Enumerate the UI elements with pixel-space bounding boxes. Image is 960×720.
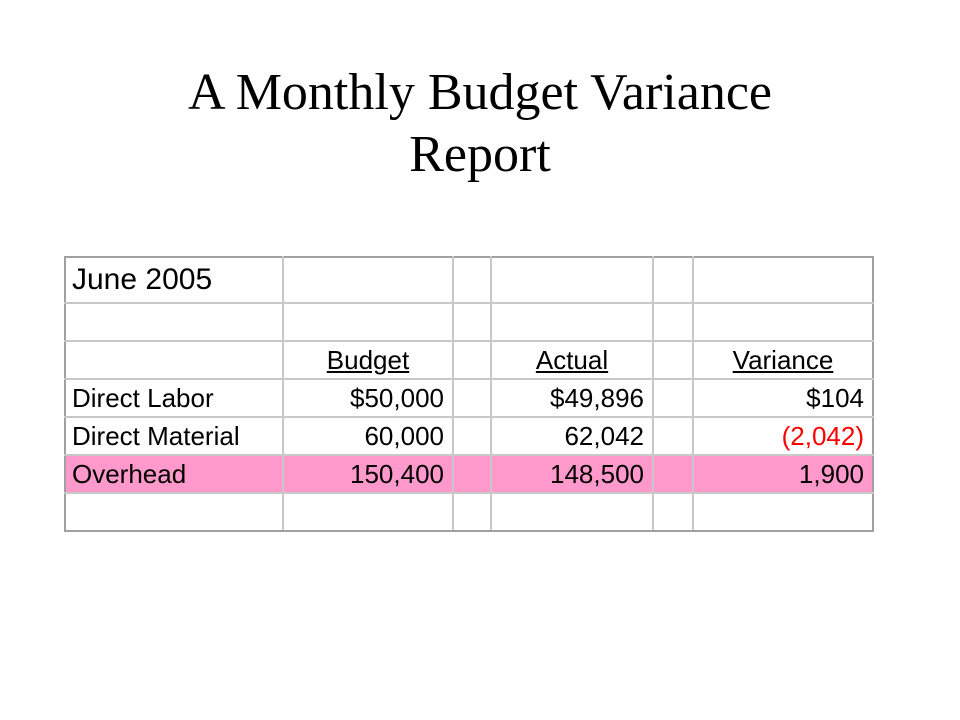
budget-value[interactable]: 60,000 bbox=[283, 417, 453, 455]
row-label[interactable]: Direct Labor bbox=[65, 379, 283, 417]
actual-value[interactable]: 148,500 bbox=[491, 455, 653, 493]
table-row-overhead bbox=[65, 455, 873, 493]
empty-cell[interactable] bbox=[453, 303, 491, 341]
period-cell[interactable]: June 2005 bbox=[65, 257, 283, 303]
actual-header-cell[interactable] bbox=[491, 341, 653, 379]
slide-title bbox=[0, 62, 960, 186]
empty-cell[interactable] bbox=[283, 257, 453, 303]
budget-value[interactable]: 150,400 bbox=[283, 455, 453, 493]
empty-cell[interactable] bbox=[693, 493, 873, 531]
empty-cell[interactable] bbox=[693, 303, 873, 341]
actual-value[interactable]: 62,042 bbox=[491, 417, 653, 455]
empty-cell[interactable] bbox=[653, 493, 693, 531]
budget-header-cell[interactable] bbox=[283, 341, 453, 379]
variance-table bbox=[64, 256, 874, 532]
row-label[interactable]: Direct Material bbox=[65, 417, 283, 455]
table-header-row bbox=[65, 341, 873, 379]
empty-cell[interactable] bbox=[65, 341, 283, 379]
empty-cell[interactable] bbox=[453, 379, 491, 417]
empty-cell[interactable] bbox=[453, 455, 491, 493]
empty-cell[interactable] bbox=[491, 257, 653, 303]
variance-header: Variance bbox=[732, 344, 834, 375]
row-label[interactable]: Overhead bbox=[65, 455, 283, 493]
empty-cell[interactable] bbox=[693, 257, 873, 303]
empty-cell[interactable] bbox=[283, 303, 453, 341]
empty-cell[interactable] bbox=[65, 303, 283, 341]
empty-cell[interactable] bbox=[453, 257, 491, 303]
empty-cell[interactable] bbox=[453, 341, 491, 379]
actual-value[interactable]: $49,896 bbox=[491, 379, 653, 417]
empty-cell[interactable] bbox=[653, 341, 693, 379]
empty-cell[interactable] bbox=[65, 493, 283, 531]
empty-cell[interactable] bbox=[283, 493, 453, 531]
actual-header: Actual bbox=[535, 344, 609, 375]
budget-header: Budget bbox=[326, 344, 410, 375]
table-row-direct-material bbox=[65, 417, 873, 455]
variance-header-cell[interactable] bbox=[693, 341, 873, 379]
variance-value-negative[interactable]: (2,042) bbox=[693, 417, 873, 455]
table-row-blank bbox=[65, 493, 873, 531]
variance-value[interactable]: 1,900 bbox=[693, 455, 873, 493]
table-row-blank bbox=[65, 303, 873, 341]
empty-cell[interactable] bbox=[453, 417, 491, 455]
empty-cell[interactable] bbox=[491, 493, 653, 531]
empty-cell[interactable] bbox=[653, 455, 693, 493]
empty-cell[interactable] bbox=[653, 257, 693, 303]
table-row-period bbox=[65, 257, 873, 303]
budget-value[interactable]: $50,000 bbox=[283, 379, 453, 417]
variance-value[interactable]: $104 bbox=[693, 379, 873, 417]
slide-title-line-1: A Monthly Budget Variance bbox=[188, 64, 772, 121]
empty-cell[interactable] bbox=[491, 303, 653, 341]
empty-cell[interactable] bbox=[453, 493, 491, 531]
slide-title-line-2: Report bbox=[409, 126, 551, 183]
empty-cell[interactable] bbox=[653, 417, 693, 455]
empty-cell[interactable] bbox=[653, 303, 693, 341]
empty-cell[interactable] bbox=[653, 379, 693, 417]
table-row-direct-labor bbox=[65, 379, 873, 417]
